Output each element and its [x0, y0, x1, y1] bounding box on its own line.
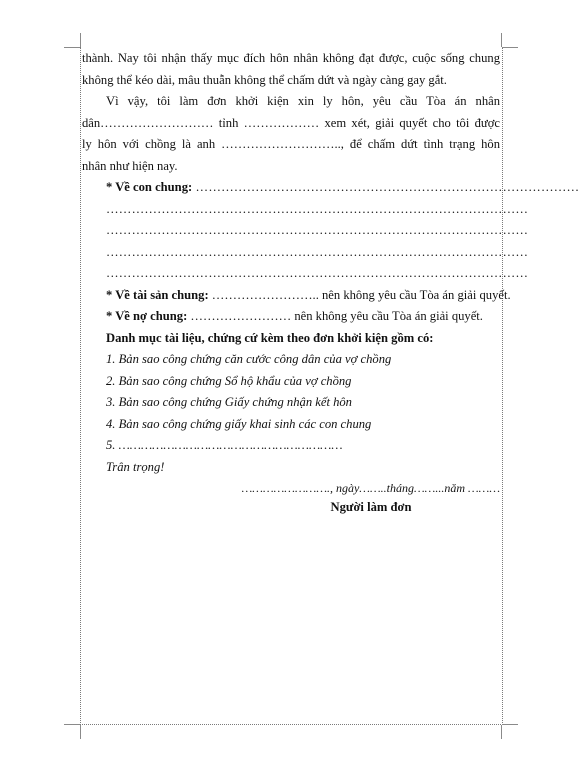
request-line: ly hôn với chồng là anh ……………………….., để chấm dứt tình trạng hôn	[82, 137, 500, 151]
intro-line: thành. Nay tôi nhận thấy mục đích hôn nhân không đạt được, cuộc sống chung	[82, 51, 500, 65]
attachments-heading-text: Danh mục tài liệu, chứng cứ kèm theo đơn khởi kiện gồm có:	[106, 330, 434, 345]
crop-mark-top-right-h	[502, 47, 518, 48]
property-label: * Về tài sản chung:	[106, 287, 209, 302]
attachment-item: 3. Bản sao công chứng Giấy chứng nhận kết hôn	[106, 395, 352, 409]
crop-mark-bottom-right-h	[502, 724, 518, 725]
document-body	[82, 48, 579, 516]
children-dots: ………………………………………………………………………………	[192, 180, 579, 194]
crop-mark-bottom-left-v	[80, 725, 81, 739]
date-line: ……………………., ngày……..tháng……...năm ………	[241, 481, 500, 495]
crop-mark-top-left-v	[80, 33, 81, 47]
attachment-item: 2. Bản sao công chứng Sổ hộ khẩu của vợ chồng	[106, 373, 352, 388]
crop-mark-top-left-h	[64, 47, 80, 48]
debt-text: …………………… nên không yêu cầu Tòa án giải quyết.	[187, 309, 483, 323]
crop-mark-bottom-right-v	[501, 725, 502, 739]
children-dot-line: ………………………………………………………………………………………	[106, 244, 529, 259]
attachment-item: 5. ……………………………………………………	[106, 438, 343, 452]
intro-line: không thể kéo dài, mâu thuẫn không thể chấm dứt và ngày càng gay gắt.	[82, 72, 447, 87]
crop-mark-top-right-v	[501, 33, 502, 47]
crop-mark-bottom-left-h	[64, 724, 80, 725]
request-line: nhân như hiện nay.	[82, 158, 178, 173]
closing-regards: Trân trọng!	[106, 459, 165, 474]
request-line: dân……………………… tỉnh ……………… xem xét, giải quyết cho tôi được	[82, 115, 500, 130]
attachment-item: 4. Bản sao công chứng giấy khai sinh các con chung	[106, 416, 372, 431]
signer-title: Người làm đơn	[330, 500, 412, 514]
debt-section	[82, 306, 500, 328]
children-label: * Về con chung:	[106, 180, 193, 194]
debt-label: * Về nợ chung:	[106, 309, 188, 323]
attachment-item: 1. Bản sao công chứng căn cước công dân của vợ chồng	[106, 352, 392, 366]
property-section	[82, 285, 511, 307]
children-dot-line: ………………………………………………………………………………………	[106, 223, 529, 237]
children-dot-line: ………………………………………………………………………………………	[106, 266, 529, 280]
children-dot-line: ………………………………………………………………………………………	[106, 201, 529, 216]
request-line: Vì vậy, tôi làm đơn khởi kiện xin ly hôn, yêu cầu Tòa án nhân	[106, 94, 500, 108]
property-text: …………………….. nên không yêu cầu Tòa án giải quyết.	[208, 287, 511, 302]
attachments-heading	[82, 328, 500, 350]
children-section	[82, 177, 579, 199]
